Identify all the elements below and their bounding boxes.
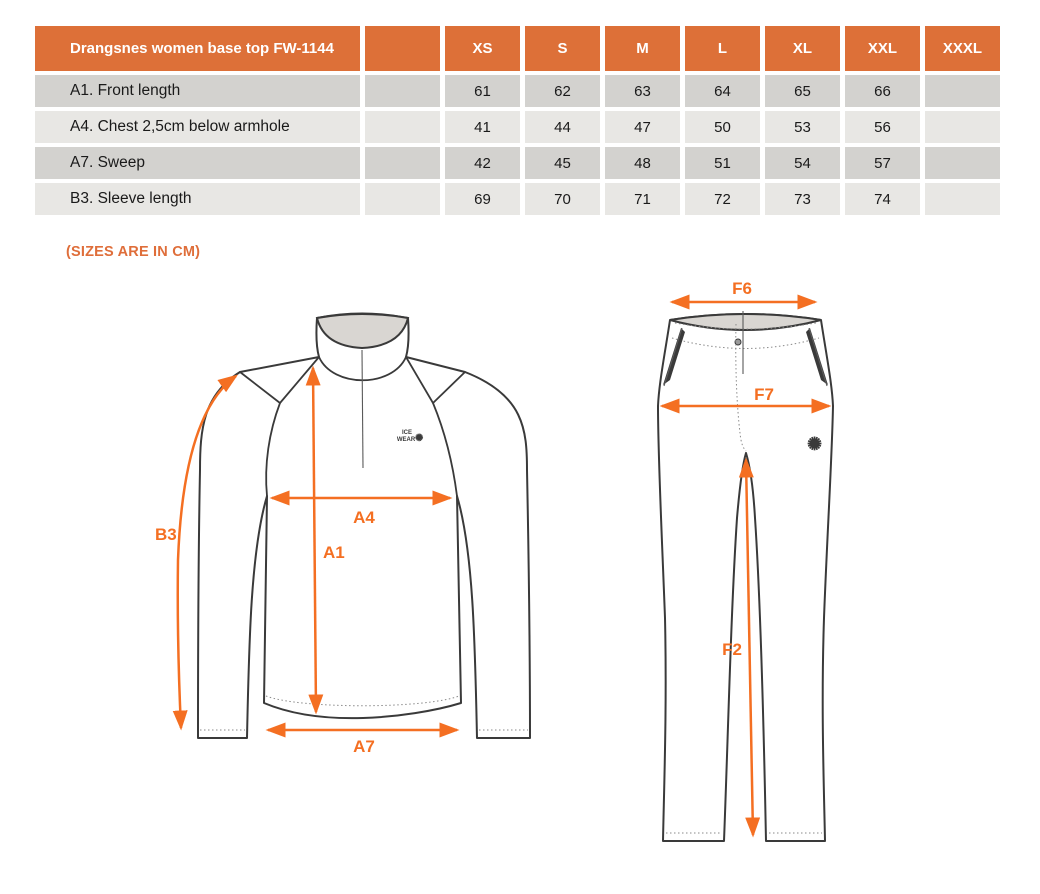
measurement-label-b3: B3	[155, 525, 177, 544]
row-label: A1. Front length	[35, 75, 360, 107]
waist-button	[735, 339, 741, 345]
cell-value: 72	[685, 183, 760, 215]
size-header-xs: XS	[445, 26, 520, 71]
header-spacer-cell	[365, 26, 440, 71]
cell-value: 69	[445, 183, 520, 215]
cell-value: 64	[685, 75, 760, 107]
cell-value: 48	[605, 147, 680, 179]
size-header-l: L	[685, 26, 760, 71]
cell-value: 53	[765, 111, 840, 143]
cell-value: 61	[445, 75, 520, 107]
spacer-cell	[365, 147, 440, 179]
table-row-sweep	[35, 147, 1000, 179]
size-chart-table	[30, 22, 1005, 219]
size-header-m: M	[605, 26, 680, 71]
spacer-cell	[365, 183, 440, 215]
row-label: A7. Sweep	[35, 147, 360, 179]
cell-value: 50	[685, 111, 760, 143]
size-header-s: S	[525, 26, 600, 71]
spacer-cell	[365, 75, 440, 107]
product-title: Drangsnes women base top FW-1144	[35, 26, 360, 71]
snowflake-icon: ✺	[415, 433, 424, 444]
cell-value: 56	[845, 111, 920, 143]
cell-value: 65	[765, 75, 840, 107]
measurement-label-a1: A1	[323, 543, 345, 562]
size-header-xl: XL	[765, 26, 840, 71]
size-header-xxl: XXL	[845, 26, 920, 71]
measurement-label-f7: F7	[754, 385, 774, 404]
cell-value: 71	[605, 183, 680, 215]
table-row-chest	[35, 111, 1000, 143]
cell-value: 51	[685, 147, 760, 179]
measurement-label-f2: F2	[722, 640, 742, 659]
cell-value: 70	[525, 183, 600, 215]
snowflake-icon: ✺	[807, 434, 823, 454]
cell-value: 63	[605, 75, 680, 107]
size-chart-header-row	[35, 26, 1000, 71]
size-header-xxxl: XXXL	[925, 26, 1000, 71]
cell-value: 73	[765, 183, 840, 215]
measurement-label-f6: F6	[732, 279, 752, 298]
cell-value	[925, 147, 1000, 179]
top-garment-diagram	[145, 300, 565, 760]
cell-value	[925, 75, 1000, 107]
top-garment-drawing	[145, 300, 565, 760]
cell-value	[925, 183, 1000, 215]
cell-value: 41	[445, 111, 520, 143]
measurement-label-a7: A7	[353, 737, 375, 756]
table-row-sleeve-length	[35, 183, 1000, 215]
cell-value: 54	[765, 147, 840, 179]
cell-value: 47	[605, 111, 680, 143]
cell-value: 74	[845, 183, 920, 215]
f2-arrow	[746, 460, 753, 835]
pants-garment-drawing	[625, 278, 885, 878]
row-label: A4. Chest 2,5cm below armhole	[35, 111, 360, 143]
cell-value: 57	[845, 147, 920, 179]
cell-value: 42	[445, 147, 520, 179]
cell-value: 62	[525, 75, 600, 107]
brand-logo-line1: ICE	[401, 430, 413, 436]
cell-value: 45	[525, 147, 600, 179]
sizes-note: (SIZES ARE IN CM)	[66, 244, 201, 260]
cell-value: 44	[525, 111, 600, 143]
cell-value: 66	[845, 75, 920, 107]
pants-garment-diagram	[625, 278, 885, 878]
measurement-label-a4: A4	[353, 508, 375, 527]
row-label: B3. Sleeve length	[35, 183, 360, 215]
brand-logo-line2: WEAR	[396, 437, 416, 443]
spacer-cell	[365, 111, 440, 143]
table-row-front-length	[35, 75, 1000, 107]
cell-value	[925, 111, 1000, 143]
pants-silhouette	[658, 314, 833, 841]
